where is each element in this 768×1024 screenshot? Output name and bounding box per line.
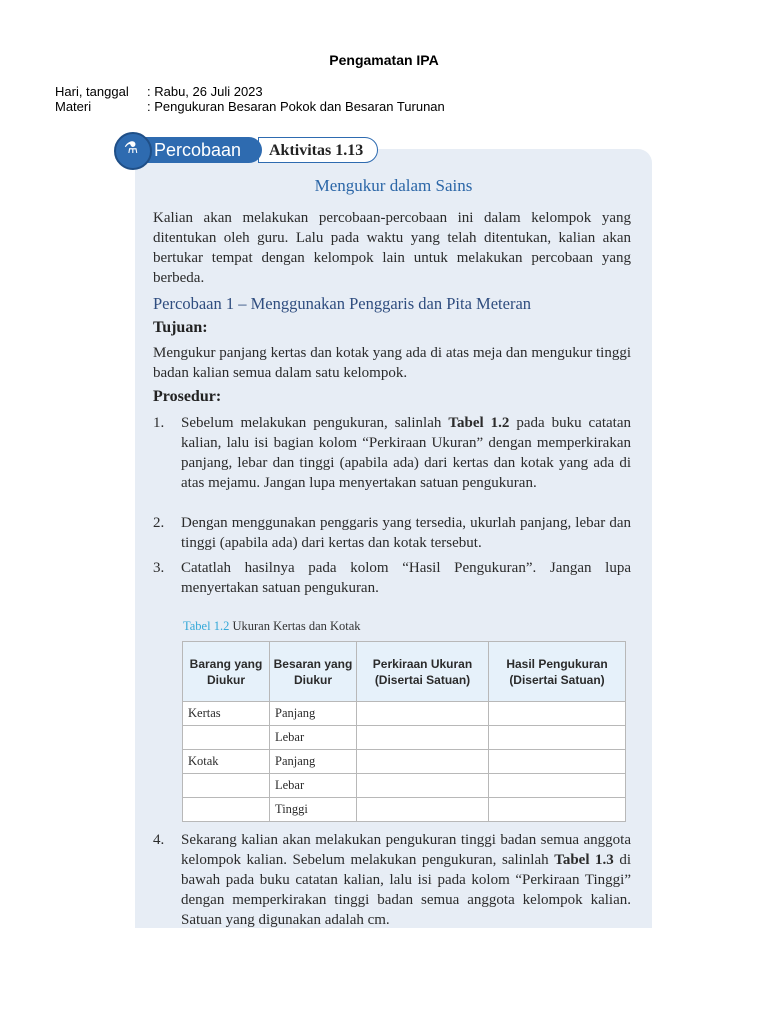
table-cell: Lebar bbox=[270, 774, 357, 798]
meta-materi-key: Materi bbox=[55, 99, 92, 114]
activity-number: Aktivitas 1.13 bbox=[258, 137, 378, 163]
percobaan-icon: ⚗ bbox=[123, 140, 139, 157]
table-cell bbox=[183, 726, 270, 750]
step-number: 3. bbox=[153, 560, 165, 576]
table-cell bbox=[489, 726, 626, 750]
table-cell bbox=[357, 702, 489, 726]
table-cell: Panjang bbox=[270, 750, 357, 774]
intro-paragraph: Kalian akan melakukan percobaan-percobaan ini dalam kelompok yang ditentukan oleh guru. Lalu pada waktu yang telah ditentukan, kalian akan bertukar tempat dengan kelompok lain untuk melakukan percobaan yang berbeda. bbox=[153, 210, 631, 286]
table-cell: Kotak bbox=[183, 750, 270, 774]
percobaan-heading: Percobaan 1 – Menggunakan Penggaris dan Pita Meteran bbox=[153, 294, 532, 313]
step-text: Catatlah hasilnya pada kolom “Hasil Pengukuran”. Jangan lupa menyertakan satuan pengukuran. bbox=[181, 560, 631, 596]
table-row bbox=[183, 702, 626, 726]
step-text: Sekarang kalian akan melakukan pengukuran tinggi badan semua anggota kelompok kalian. Sebelum melakukan pengukuran, salinlah Tabel 1.3 di bawah pada buku catatan kalian, lalu isi pada kolom “Perkiraan Tinggi” dengan memperkirakan tinggi badan semua anggota kelompok kalian. Satuan yang digunakan adalah cm. bbox=[181, 832, 631, 928]
table-cell: Panjang bbox=[270, 702, 357, 726]
step-number: 4. bbox=[153, 832, 165, 848]
document-title: Pengamatan IPA bbox=[329, 52, 439, 68]
table-cell: Lebar bbox=[270, 726, 357, 750]
table-cell bbox=[357, 726, 489, 750]
meta-materi bbox=[55, 99, 445, 115]
table-cell bbox=[489, 702, 626, 726]
table-cell bbox=[489, 798, 626, 822]
meta-date-key: Hari, tanggal bbox=[55, 84, 129, 99]
step-number: 1. bbox=[153, 415, 165, 431]
table-caption-label: Tabel 1.2 bbox=[183, 619, 230, 633]
percobaan-label: Percobaan bbox=[140, 137, 262, 163]
step-text: Dengan menggunakan penggaris yang tersedia, ukurlah panjang, lebar dan tinggi (apabila ada) dari kertas dan kotak tersebut. bbox=[181, 515, 631, 551]
table-row bbox=[183, 726, 626, 750]
tujuan-text: Mengukur panjang kertas dan kotak yang ada di atas meja dan mengukur tinggi badan kalian semua dalam satu kelompok. bbox=[153, 345, 631, 381]
table-cell bbox=[357, 750, 489, 774]
table-caption bbox=[183, 619, 361, 634]
activity-header bbox=[114, 132, 377, 170]
table-cell bbox=[357, 774, 489, 798]
table-cell bbox=[489, 750, 626, 774]
section-title: Mengukur dalam Sains bbox=[314, 176, 473, 195]
prosedur-heading: Prosedur: bbox=[153, 388, 222, 405]
table-cell: Tinggi bbox=[270, 798, 357, 822]
table-caption-text: Ukuran Kertas dan Kotak bbox=[229, 619, 361, 633]
meta-date-value: : Rabu, 26 Juli 2023 bbox=[147, 84, 263, 99]
measurement-table bbox=[182, 641, 626, 822]
table-cell bbox=[183, 798, 270, 822]
step-text: Sebelum melakukan pengukuran, salinlah Tabel 1.2 pada buku catatan kalian, lalu isi bagian kolom “Perkiraan Ukuran” dengan memperkirakan panjang, lebar dan tinggi (apabila ada) dari kertas dan kotak yang ada di atas mejamu. Jangan lupa menyertakan satuan pengukuran. bbox=[181, 415, 632, 491]
meta-date bbox=[55, 84, 263, 100]
table-header-row bbox=[183, 642, 626, 702]
table-cell bbox=[489, 774, 626, 798]
tujuan-heading: Tujuan: bbox=[153, 319, 208, 336]
table-cell bbox=[357, 798, 489, 822]
table-cell bbox=[183, 774, 270, 798]
textbook-scan bbox=[110, 128, 652, 928]
table-cell: Kertas bbox=[183, 702, 270, 726]
table-header-cell: Besaran yang Diukur bbox=[270, 642, 357, 702]
table-row bbox=[183, 774, 626, 798]
meta-materi-value: : Pengukuran Besaran Pokok dan Besaran Turunan bbox=[147, 99, 445, 114]
table-row bbox=[183, 750, 626, 774]
table-row bbox=[183, 798, 626, 822]
step-number: 2. bbox=[153, 515, 165, 531]
table-header-cell: Perkiraan Ukuran (Disertai Satuan) bbox=[357, 642, 489, 702]
table-header-cell: Hasil Pengukuran (Disertai Satuan) bbox=[489, 642, 626, 702]
table-header-cell: Barang yang Diukur bbox=[183, 642, 270, 702]
